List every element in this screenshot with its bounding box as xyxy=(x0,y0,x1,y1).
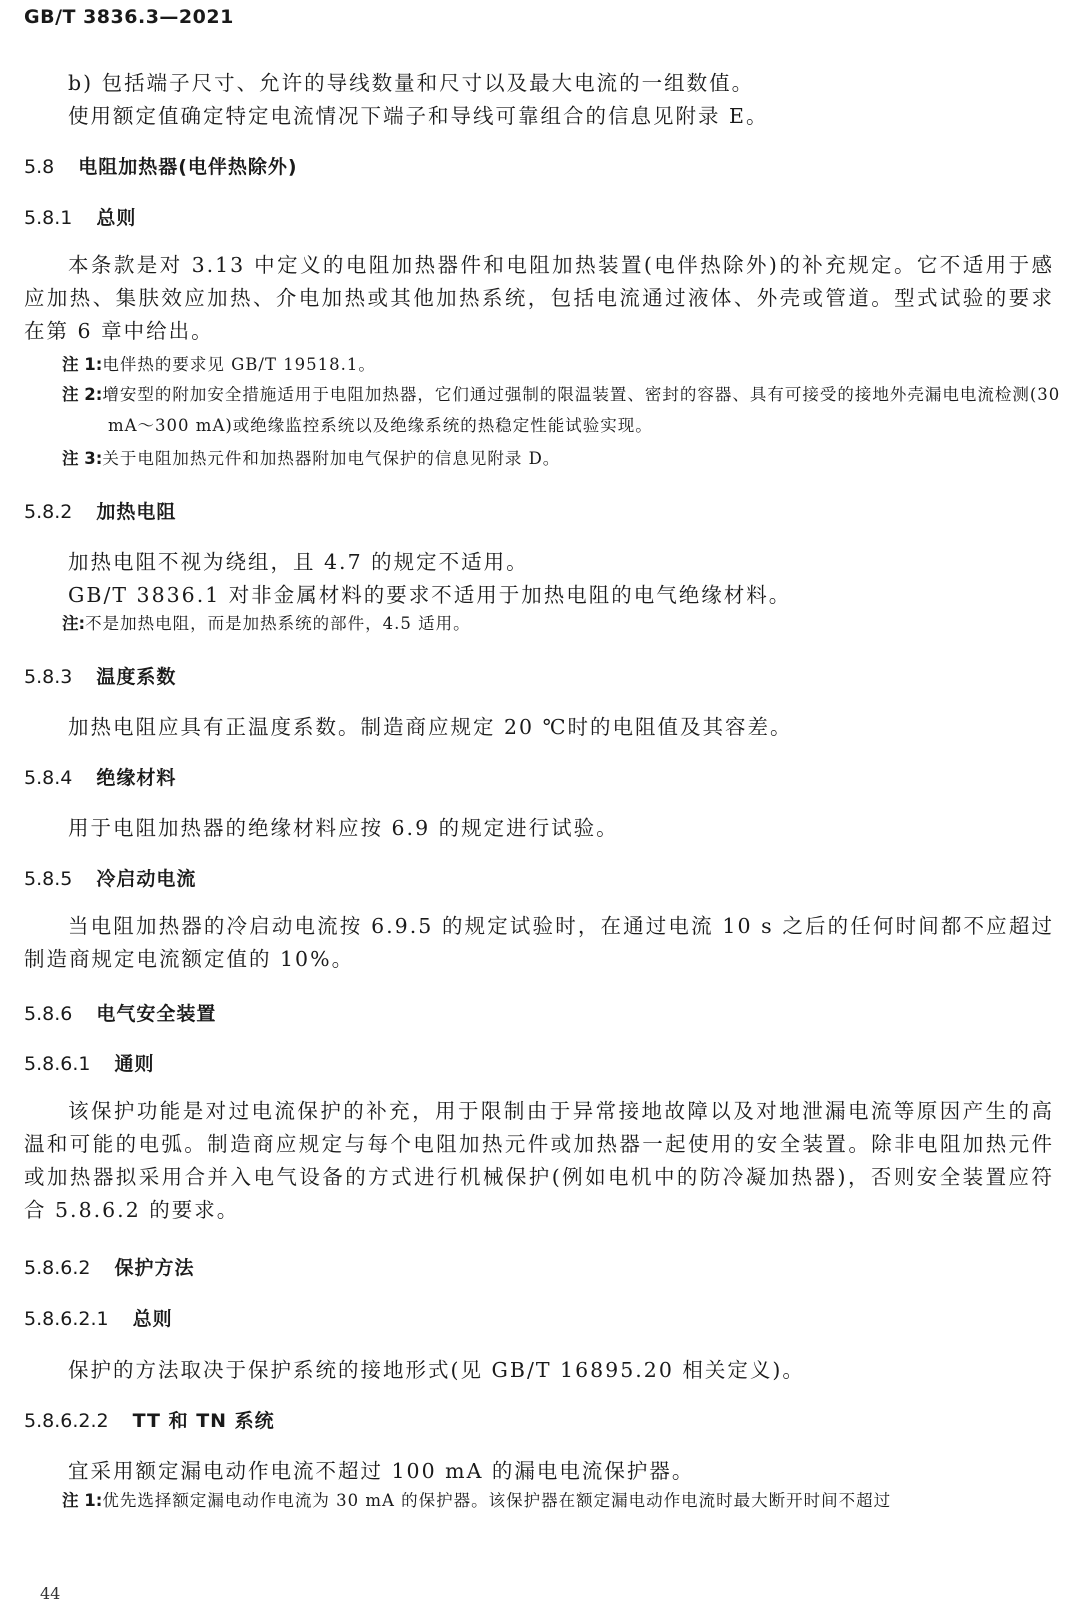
section-number: 5.8.4 xyxy=(24,767,73,789)
section-title: 绝缘材料 xyxy=(96,767,177,789)
paragraph-5-8-2-line-2: GB/T 3836.1 对非金属材料的要求不适用于加热电阻的电气绝缘材料。 xyxy=(68,583,792,607)
paragraph-5-8-2-line-1: 加热电阻不视为绕组，且 4.7 的规定不适用。 xyxy=(68,550,529,574)
note-label: 注 1: xyxy=(62,355,103,374)
paragraph-5-8-4: 用于电阻加热器的绝缘材料应按 6.9 的规定进行试验。 xyxy=(68,816,619,840)
note-label: 注 1: xyxy=(62,1491,103,1510)
heading-5-8-6-2 xyxy=(24,1253,195,1280)
section-number: 5.8.6 xyxy=(24,1003,73,1025)
note-text: 电伴热的要求见 GB/T 19518.1。 xyxy=(102,355,376,374)
note-label: 注 2: xyxy=(62,385,103,404)
note-3-5-8-1 xyxy=(62,443,1042,474)
section-title: 电阻加热器(电伴热除外) xyxy=(78,156,298,178)
note-text: 增安型的附加安全措施适用于电阻加热器，它们通过强制的限温装置、密封的容器、具有可接受的接地外壳漏电电流检测(30 mA～300 mA)或绝缘监控系统以及绝缘系统的热稳定性能试验实现。 xyxy=(102,385,1061,435)
section-number: 5.8.2 xyxy=(24,501,73,523)
section-number: 5.8.3 xyxy=(24,666,73,688)
heading-5-8-5 xyxy=(24,864,196,891)
paragraph-5-8-6-2-2: 宜采用额定漏电动作电流不超过 100 mA 的漏电电流保护器。 xyxy=(68,1459,695,1483)
paragraph-5-8-6-1: 该保护功能是对过电流保护的补充，用于限制由于异常接地故障以及对地泄漏电流等原因产生的高温和可能的电弧。制造商应规定与每个电阻加热元件或加热器一起使用的安全装置。除非电阻加热元件或加热器拟采用合并入电气设备的方式进行机械保护(例如电机中的防冷凝加热器)，否则安全装置应符合 5.8.6.2 的要求。 xyxy=(24,1099,1054,1222)
note-1-5-8-1 xyxy=(62,349,1042,380)
note-label: 注 3: xyxy=(62,449,103,468)
heading-5-8-1 xyxy=(24,203,136,230)
section-number: 5.8.6.1 xyxy=(24,1053,91,1075)
section-number: 5.8 xyxy=(24,156,55,178)
section-title: 加热电阻 xyxy=(96,501,177,523)
section-title: 温度系数 xyxy=(96,666,177,688)
note-text: 关于电阻加热元件和加热器附加电气保护的信息见附录 D。 xyxy=(102,449,561,468)
section-number: 5.8.6.2.1 xyxy=(24,1308,109,1330)
heading-5-8-3 xyxy=(24,662,176,689)
section-number: 5.8.6.2 xyxy=(24,1257,91,1279)
paragraph-5-8-6-2-1: 保护的方法取决于保护系统的接地形式(见 GB/T 16895.20 相关定义)。 xyxy=(68,1358,805,1382)
list-item-b: b) 包括端子尺寸、允许的导线数量和尺寸以及最大电流的一组数值。 xyxy=(68,71,755,95)
heading-5-8 xyxy=(24,152,298,179)
heading-5-8-4 xyxy=(24,763,176,790)
heading-5-8-6-1 xyxy=(24,1049,155,1076)
paragraph-5-8-5: 当电阻加热器的冷启动电流按 6.9.5 的规定试验时，在通过电流 10 s 之后的任何时间都不应超过制造商规定电流额定值的 10%。 xyxy=(24,914,1054,971)
heading-5-8-6-2-2 xyxy=(24,1406,275,1433)
note-text: 不是加热电阻，而是加热系统的部件，4.5 适用。 xyxy=(85,614,471,633)
section-title: 保护方法 xyxy=(114,1257,195,1279)
heading-5-8-2 xyxy=(24,497,176,524)
section-title: 冷启动电流 xyxy=(96,868,197,890)
section-title: 电气安全装置 xyxy=(96,1003,217,1025)
note-text: 优先选择额定漏电动作电流为 30 mA 的保护器。该保护器在额定漏电动作电流时最大断开时间不超过 xyxy=(102,1491,892,1510)
heading-5-8-6 xyxy=(24,999,216,1026)
note-5-8-2 xyxy=(62,608,1042,639)
annex-e-reference: 使用额定值确定特定电流情况下端子和导线可靠组合的信息见附录 E。 xyxy=(68,104,769,128)
note-label: 注: xyxy=(62,614,86,633)
section-title: 总则 xyxy=(132,1308,173,1330)
section-title: TT 和 TN 系统 xyxy=(132,1410,275,1432)
section-title: 通则 xyxy=(114,1053,155,1075)
page-number: 44 xyxy=(40,1584,61,1603)
heading-5-8-6-2-1 xyxy=(24,1304,173,1331)
standard-code-header: GB/T 3836.3—2021 xyxy=(24,6,234,28)
section-title: 总则 xyxy=(96,207,137,229)
paragraph-5-8-3: 加热电阻应具有正温度系数。制造商应规定 20 ℃时的电阻值及其容差。 xyxy=(68,715,793,739)
note-1-5-8-6-2-2 xyxy=(62,1485,1042,1516)
section-number: 5.8.5 xyxy=(24,868,73,890)
section-number: 5.8.1 xyxy=(24,207,73,229)
section-number: 5.8.6.2.2 xyxy=(24,1410,109,1432)
paragraph-5-8-1: 本条款是对 3.13 中定义的电阻加热器件和电阻加热装置(电伴热除外)的补充规定。它不适用于感应加热、集肤效应加热、介电加热或其他加热系统，包括电流通过液体、外壳或管道。型式试验的要求在第 6 章中给出。 xyxy=(24,253,1054,343)
note-2-5-8-1 xyxy=(62,379,1080,441)
